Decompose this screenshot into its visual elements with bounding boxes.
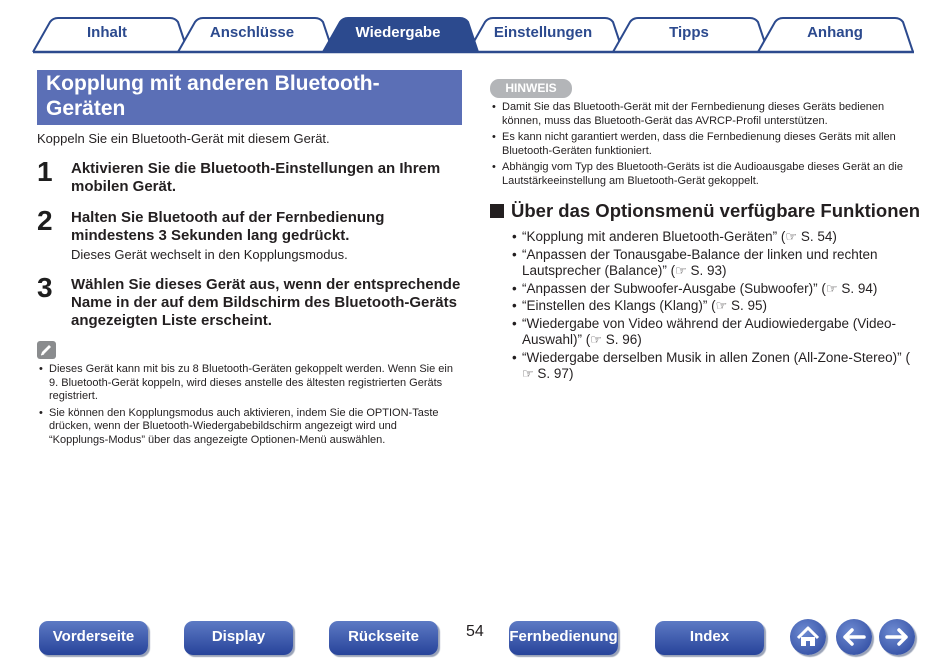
page-title: Kopplung mit anderen Bluetooth-Geräten	[46, 72, 380, 120]
section-title: Über das Optionsmenü verfügbare Funktionen	[511, 200, 921, 221]
option-text: “Kopplung mit anderen Bluetooth-Geräten”	[522, 229, 778, 244]
tab-inhalt[interactable]: Inhalt	[87, 24, 127, 41]
pencil-note-icon	[37, 341, 56, 359]
intro-text: Koppeln Sie ein Bluetooth-Gerät mit diesem Gerät.	[37, 131, 330, 146]
pointing-hand-icon: ☞	[715, 298, 728, 313]
pointing-hand-icon: ☞	[825, 280, 838, 296]
hinweis-item: • Damit Sie das Bluetooth-Gerät mit der Fernbedienung dieses Geräts bedienen können, muss das Bluetooth-Gerät das AVRCP-Profil unterstützen.	[490, 101, 910, 128]
back-arrow-icon[interactable]	[836, 619, 872, 655]
option-page-link[interactable]: S. 95	[731, 298, 763, 313]
option-item: • “Einstellen des Klangs (Klang)” (☞ S. 95)	[510, 298, 910, 315]
page-number: 54	[466, 623, 484, 640]
option-page-link[interactable]: S. 54	[800, 229, 833, 244]
option-item: • “Anpassen der Subwoofer-Ausgabe (Subwoofer)” (☞ S. 94)	[510, 281, 910, 298]
tab-einstellungen[interactable]: Einstellungen	[493, 24, 593, 41]
hinweis-item: • Es kann nicht garantiert werden, dass die Fernbedienung dieses Geräts mit allen Bluetooth-Geräten funktioniert.	[490, 131, 910, 158]
step-heading-1: Aktivieren Sie die Bluetooth-Einstellungen an Ihrem mobilen Gerät.	[71, 160, 441, 195]
tab-wiedergabe[interactable]: Wiedergabe	[355, 24, 441, 41]
note-item: • Sie können den Kopplungsmodus auch aktivieren, indem Sie die OPTION-Taste drücken, wenn der Bluetooth-Wiedergabebildschirm angezeigt wird und “Kopplungs-Modus” über das angezeigte Optionen-Menü auswählen.	[37, 407, 457, 448]
option-text: “Einstellen des Klangs (Klang)”	[522, 298, 708, 313]
option-page-link[interactable]: S. 96	[605, 332, 638, 347]
tab-bar	[0, 0, 950, 56]
forward-arrow-icon[interactable]	[879, 619, 915, 655]
hinweis-item: • Abhängig vom Typ des Bluetooth-Geräts ist die Audioausgabe dieses Gerät an die Lautstärkeeinstellung am Bluetooth-Gerät gekoppelt.	[490, 161, 910, 188]
step-number-1: 1	[37, 156, 53, 187]
option-item: • “Wiedergabe derselben Musik in allen Zonen (All-Zone-Stereo)” (☞ S. 97)	[510, 350, 910, 383]
option-text: “Anpassen der Tonausgabe-Balance der linken und rechten Lautsprecher (Balance)”	[522, 246, 878, 278]
option-text: “Wiedergabe derselben Musik in allen Zonen (All-Zone-Stereo)”	[522, 349, 902, 365]
nav-index-button[interactable]: Index	[655, 621, 764, 655]
option-item: • “Anpassen der Tonausgabe-Balance der linken und rechten Lautsprecher (Balance)” (☞ S. 93)	[510, 247, 910, 280]
home-icon[interactable]	[790, 619, 826, 655]
step-number-2: 2	[37, 205, 53, 236]
step-number-3: 3	[37, 272, 53, 303]
option-page-link[interactable]: S. 93	[690, 263, 723, 278]
pointing-hand-icon: ☞	[675, 263, 687, 278]
option-text: “Wiedergabe von Video während der Audiowiedergabe (Video-Auswahl)”	[522, 315, 896, 347]
tab-anhang[interactable]: Anhang	[807, 24, 863, 41]
step-heading-2: Halten Sie Bluetooth auf der Fernbedienung mindestens 3 Sekunden lang gedrückt.	[71, 209, 385, 244]
nav-display-button[interactable]: Display	[184, 621, 293, 655]
step-heading-3: Wählen Sie dieses Gerät aus, wenn der entsprechende Name in der auf dem Bildschirm des Bluetooth-Geräts angezeigten Liste erscheint.	[71, 276, 461, 329]
nav-fernbedienung-button[interactable]: Fernbedienung	[509, 621, 618, 655]
note-list	[37, 363, 457, 450]
section-marker	[490, 204, 504, 218]
option-item: • “Wiedergabe von Video während der Audiowiedergabe (Video-Auswahl)” (☞ S. 96)	[510, 316, 910, 349]
option-item: • “Kopplung mit anderen Bluetooth-Geräten” (☞ S. 54)	[510, 229, 910, 246]
option-text: “Anpassen der Subwoofer-Ausgabe (Subwoofer)”	[522, 280, 818, 296]
hinweis-badge: HINWEIS	[490, 79, 572, 98]
option-page-link[interactable]: S. 97	[537, 366, 569, 381]
options-list	[510, 229, 910, 384]
pointing-hand-icon: ☞	[522, 366, 534, 381]
tab-anschlusse[interactable]: Anschlüsse	[209, 24, 295, 41]
nav-vorderseite-button[interactable]: Vorderseite	[39, 621, 148, 655]
option-page-link[interactable]: S. 94	[841, 280, 873, 296]
hinweis-list	[490, 101, 910, 191]
tab-tipps[interactable]: Tipps	[669, 24, 709, 41]
step-sub-2: Dieses Gerät wechselt in den Kopplungsmodus.	[71, 247, 348, 262]
pointing-hand-icon: ☞	[785, 229, 798, 244]
pointing-hand-icon: ☞	[590, 332, 602, 347]
note-item: • Dieses Gerät kann mit bis zu 8 Bluetooth-Geräten gekoppelt werden. Wenn Sie ein 9. Bluetooth-Gerät koppeln, wird dieses anstelle des ältesten registrierten Geräts registriert.	[37, 363, 457, 404]
nav-ruckseite-button[interactable]: Rückseite	[329, 621, 438, 655]
